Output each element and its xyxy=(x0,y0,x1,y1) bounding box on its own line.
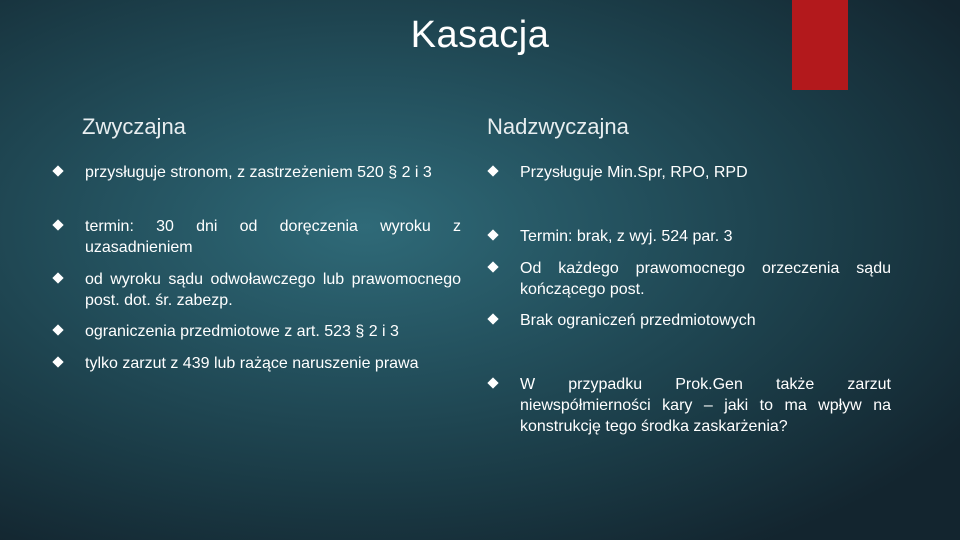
diamond-icon xyxy=(52,324,63,335)
right-column-heading: Nadzwyczajna xyxy=(487,114,629,139)
left-column-heading: Zwyczajna xyxy=(82,114,186,139)
left-bullet-item xyxy=(85,216,461,258)
diamond-icon xyxy=(487,165,498,176)
diamond-icon xyxy=(487,377,498,388)
bullet-text: ograniczenia przedmiotowe z art. 523 § 2 i 3 xyxy=(85,323,399,340)
left-bullet-item xyxy=(85,353,461,374)
bullet-text: przysługuje stronom, z zastrzeżeniem 520 § 2 i 3 xyxy=(85,164,432,181)
bullet-text: Od każdego prawomocnego orzeczenia sądu kończącego post. xyxy=(520,260,891,298)
left-bullet-item xyxy=(85,321,461,342)
left-bullet-item xyxy=(85,162,461,183)
diamond-icon xyxy=(487,229,498,240)
diamond-icon xyxy=(52,272,63,283)
bullet-text: od wyroku sądu odwoławczego lub prawomocnego post. dot. śr. zabezp. xyxy=(85,271,461,309)
bullet-text: Przysługuje Min.Spr, RPO, RPD xyxy=(520,164,748,181)
diamond-icon xyxy=(487,313,498,324)
diamond-icon xyxy=(52,219,63,230)
bullet-text: W przypadku Prok.Gen także zarzut niewspółmierności kary – jaki to ma wpływ na konstrukcję tego środka zaskarżenia? xyxy=(520,376,891,435)
bullet-text: termin: 30 dni od doręczenia wyroku z uzasadnieniem xyxy=(85,218,461,256)
slide-title: Kasacja xyxy=(410,14,550,56)
diamond-icon xyxy=(52,356,63,367)
right-bullet-item xyxy=(520,162,891,183)
bullet-text: tylko zarzut z 439 lub rażące naruszenie prawa xyxy=(85,355,419,372)
right-bullet-item xyxy=(520,374,891,437)
diamond-icon xyxy=(52,165,63,176)
right-bullet-item xyxy=(520,226,891,247)
bullet-text: Termin: brak, z wyj. 524 par. 3 xyxy=(520,228,733,245)
bullet-text: Brak ograniczeń przedmiotowych xyxy=(520,312,756,329)
right-bullet-item xyxy=(520,258,891,300)
right-bullet-item xyxy=(520,310,891,331)
diamond-icon xyxy=(487,261,498,272)
left-bullet-item xyxy=(85,269,461,311)
